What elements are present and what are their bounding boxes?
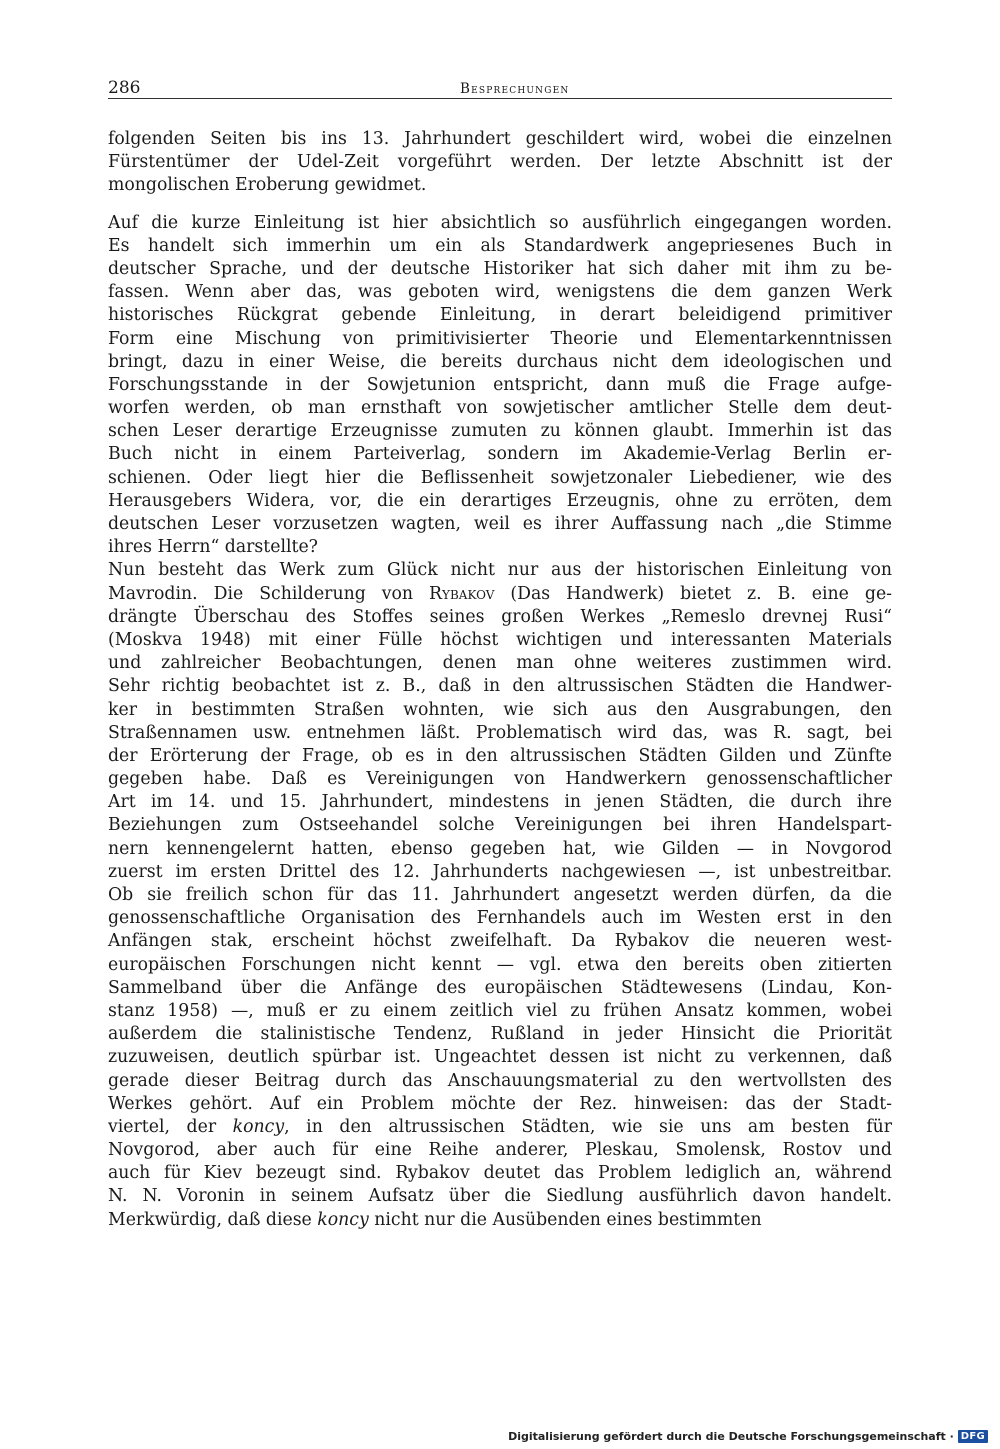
page-number: 286 <box>108 78 141 98</box>
text-line: Mavrodin. Die Schilderung von Rybakov (Das Handwerk) bietet z. B. eine ge- <box>108 583 893 604</box>
text-line: bringt, dazu in einer Weise, die bereits durchaus nicht dem ideologischen und <box>108 351 892 372</box>
paragraph-1 <box>108 128 892 198</box>
text-line: folgenden Seiten bis ins 13. Jahrhundert geschildert wird, wobei die einzelnen <box>108 129 892 149</box>
text-line: Forschungsstande in der Sowjetunion entspricht, dann muß die Frage aufge- <box>108 374 892 395</box>
text-line: ihres Herrn“ darstellte? <box>108 537 318 558</box>
text-line: drängte Überschau des Stoffes seines großen Werkes „Remeslo drevnej Rusi“ <box>108 606 892 627</box>
text-line: deutschen Leser vorzusetzen wagten, weil es ihrer Auffassung nach „die Stimme <box>108 514 892 534</box>
body-text <box>108 128 892 1232</box>
text-line: Es handelt sich immerhin um ein als Standardwerk angepriesenes Buch in <box>108 235 892 256</box>
text-line: auch für Kiev bezeugt sind. Rybakov deutet das Problem lediglich an, während <box>108 1163 892 1184</box>
text-line: (Moskva 1948) mit einer Fülle höchst wichtigen und interessanten Materials <box>108 629 892 650</box>
text-line: Ob sie freilich schon für das 11. Jahrhundert angesetzt werden dürfen, da die <box>108 885 892 905</box>
text-line: worfen werden, ob man ernsthaft von sowjetischer amtlicher Stelle dem deut- <box>108 398 892 419</box>
text-line: schen Leser derartige Erzeugnisse zumuten zu können glaubt. Immerhin ist das <box>108 421 892 442</box>
text-line: gerade dieser Beitrag durch das Anschauungsmaterial zu den wertvollsten des <box>108 1070 892 1091</box>
text-line: Werkes gehört. Auf ein Problem möchte der Rez. hinweisen: das der Stadt- <box>108 1093 892 1114</box>
text-line: schienen. Oder liegt hier die Beflissenheit sowjetzonaler Liebediener, wie des <box>108 467 892 488</box>
text-line: viertel, der koncy, in den altrussischen Städten, wie sie uns am besten für <box>108 1116 892 1137</box>
text-line: nern kennengelernt hatten, ebenso gegeben hat, wie Gilden — in Novgorod <box>108 838 892 859</box>
text-line: Novgorod, aber auch für eine Reihe anderer, Pleskau, Smolensk, Rostov und <box>108 1140 892 1161</box>
text-line: gegeben habe. Daß es Vereinigungen von Handwerkern genossenschaftlicher <box>108 769 892 790</box>
text-line: Art im 14. und 15. Jahrhundert, mindestens in jenen Städten, die durch ihre <box>108 792 892 813</box>
text-line: europäischen Forschungen nicht kennt — vgl. etwa den bereits oben zitierten <box>108 954 892 975</box>
text-line: N. N. Voronin in seinem Aufsatz über die Siedlung ausführlich davon handelt. <box>108 1186 892 1207</box>
text-line: historisches Rückgrat gebende Einleitung, in derart beleidigend primitiver <box>108 305 892 326</box>
text-line: deutscher Sprache, und der deutsche Historiker hat sich daher mit ihm zu be- <box>108 258 892 279</box>
text-line: Buch nicht in einem Parteiverlag, sondern im Akademie-Verlag Berlin er- <box>108 444 892 465</box>
running-head: Besprechungen <box>460 81 570 97</box>
dfg-logo: DFG <box>958 1430 988 1443</box>
text-line: stanz 1958) —, muß er zu einem zeitlich viel zu frühen Ansatz kommen, wobei <box>108 1000 892 1021</box>
text-line: zuerst im ersten Drittel des 12. Jahrhunderts nachgewiesen —, ist unbestreitbar. <box>108 861 892 882</box>
text-line: außerdem die stalinistische Tendenz, Rußland in jeder Hinsicht die Priorität <box>108 1024 892 1045</box>
paragraph-2 <box>108 212 892 560</box>
text-line: zuzuweisen, deutlich spürbar ist. Ungeachtet dessen ist nicht zu verkennen, daß <box>108 1047 892 1068</box>
text-line: der Erörterung der Frage, ob es in den altrussischen Städten Gilden und Zünfte <box>108 745 892 766</box>
text-line: Merkwürdig, daß diese koncy nicht nur die Ausübenden eines bestimmten <box>108 1209 762 1230</box>
text-line: und zahlreicher Beobachtungen, denen man ohne weiteres zustimmen wird. <box>108 653 892 674</box>
text-line: Beziehungen zum Ostseehandel solche Vereinigungen bei ihren Handelspart- <box>108 815 892 836</box>
text-line: Nun besteht das Werk zum Glück nicht nur aus der historischen Einleitung von <box>108 560 892 581</box>
text-line: Straßennamen usw. entnehmen läßt. Problematisch wird das, was R. sagt, bei <box>108 722 892 743</box>
text-line: Sammelband über die Anfänge des europäischen Städtewesens (Lindau, Kon- <box>108 977 892 998</box>
page-header <box>108 78 892 100</box>
footer-credit: Digitalisierung gefördert durch die Deutsche Forschungsgemeinschaft · <box>508 1430 954 1443</box>
text-line: Anfängen stak, erscheint höchst zweifelhaft. Da Rybakov die neueren west- <box>108 931 892 952</box>
text-line: Sehr richtig beobachtet ist z. B., daß in den altrussischen Städten die Handwer- <box>108 676 892 697</box>
text-line: Fürstentümer der Udel-Zeit vorgeführt werden. Der letzte Abschnitt ist der <box>108 152 892 173</box>
footer <box>508 1430 988 1443</box>
text-line: fassen. Wenn aber das, was geboten wird, wenigstens die dem ganzen Werk <box>108 282 892 303</box>
text-line: genossenschaftliche Organisation des Fernhandels auch im Westen erst in den <box>108 908 892 929</box>
text-line: Herausgebers Widera, vor, die ein derartiges Erzeugnis, ohne zu erröten, dem <box>108 490 892 511</box>
text-line: Auf die kurze Einleitung ist hier absichtlich so ausführlich eingegangen worden. <box>108 212 892 233</box>
paragraph-3 <box>108 559 892 1231</box>
text-line: ker in bestimmten Straßen wohnten, wie sich aus den Ausgrabungen, den <box>108 699 892 720</box>
header-rule <box>108 98 892 99</box>
text-line: Form eine Mischung von primitivisierter Theorie und Elementarkenntnissen <box>108 328 892 349</box>
text-line: mongolischen Eroberung gewidmet. <box>108 175 427 196</box>
